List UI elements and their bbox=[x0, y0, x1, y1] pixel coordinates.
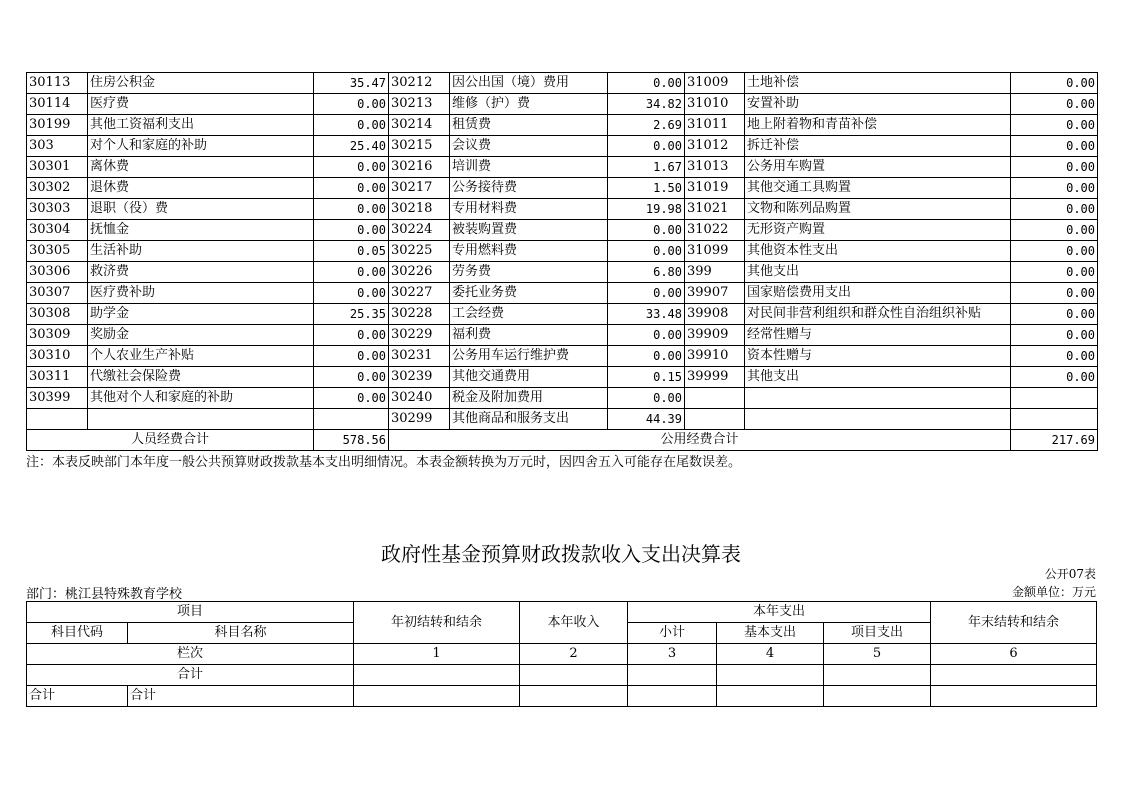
amount-3: 0.00 bbox=[1011, 367, 1098, 388]
code-2: 30229 bbox=[389, 325, 450, 346]
table-row bbox=[27, 304, 1098, 325]
table-row bbox=[27, 178, 1098, 199]
name-2: 福利费 bbox=[450, 325, 608, 346]
name-1 bbox=[88, 409, 314, 430]
code-2: 30240 bbox=[389, 388, 450, 409]
code-2: 30239 bbox=[389, 367, 450, 388]
amount-2: 0.00 bbox=[608, 73, 685, 94]
header-subtotal: 小计 bbox=[628, 623, 717, 644]
last-row-code: 合计 bbox=[27, 686, 128, 707]
name-3 bbox=[745, 409, 1011, 430]
amount-3: 0.00 bbox=[1011, 136, 1098, 157]
amount-2: 1.67 bbox=[608, 157, 685, 178]
code-3: 31013 bbox=[685, 157, 745, 178]
last-row bbox=[27, 686, 1097, 707]
amount-1: 0.00 bbox=[314, 283, 389, 304]
code-3: 399 bbox=[685, 262, 745, 283]
column-3: 3 bbox=[628, 644, 717, 665]
amount-2: 0.15 bbox=[608, 367, 685, 388]
empty-cell bbox=[824, 665, 931, 686]
amount-unit-label: 金额单位：万元 bbox=[1011, 585, 1096, 599]
name-1: 退休费 bbox=[88, 178, 314, 199]
fund-table bbox=[26, 601, 1097, 707]
expense-rows bbox=[27, 73, 1098, 430]
department-label: 部门：桃江县特殊教育学校 bbox=[26, 587, 183, 602]
code-2: 30231 bbox=[389, 346, 450, 367]
code-1: 30303 bbox=[27, 199, 88, 220]
name-2: 委托业务费 bbox=[450, 283, 608, 304]
code-3: 39907 bbox=[685, 283, 745, 304]
table-row bbox=[27, 367, 1098, 388]
amount-1 bbox=[314, 409, 389, 430]
amount-3: 0.00 bbox=[1011, 157, 1098, 178]
amount-3: 0.00 bbox=[1011, 115, 1098, 136]
code-2: 30227 bbox=[389, 283, 450, 304]
amount-3: 0.00 bbox=[1011, 325, 1098, 346]
code-1: 30114 bbox=[27, 94, 88, 115]
header-closing: 年末结转和结余 bbox=[931, 602, 1097, 644]
empty-cell bbox=[931, 686, 1097, 707]
empty-cell bbox=[931, 665, 1097, 686]
header-basic: 基本支出 bbox=[717, 623, 824, 644]
amount-2: 6.80 bbox=[608, 262, 685, 283]
code-3: 31019 bbox=[685, 178, 745, 199]
amount-2: 0.00 bbox=[608, 325, 685, 346]
name-2: 其他商品和服务支出 bbox=[450, 409, 608, 430]
name-2: 劳务费 bbox=[450, 262, 608, 283]
amount-1: 0.00 bbox=[314, 157, 389, 178]
code-3: 39908 bbox=[685, 304, 745, 325]
table-row bbox=[27, 94, 1098, 115]
public-total-label: 公用经费合计 bbox=[389, 430, 1011, 451]
table-note: 注：本表反映部门本年度一般公共预算财政拨款基本支出明细情况。本表金额转换为万元时，因四舍五入可能存在尾数误差。 bbox=[26, 455, 742, 470]
amount-3: 0.00 bbox=[1011, 178, 1098, 199]
amount-2: 0.00 bbox=[608, 388, 685, 409]
name-3: 无形资产购置 bbox=[745, 220, 1011, 241]
name-3: 拆迁补偿 bbox=[745, 136, 1011, 157]
amount-3: 0.00 bbox=[1011, 94, 1098, 115]
code-2: 30215 bbox=[389, 136, 450, 157]
column-6: 6 bbox=[931, 644, 1097, 665]
code-3: 31099 bbox=[685, 241, 745, 262]
amount-1: 0.00 bbox=[314, 220, 389, 241]
amount-2: 19.98 bbox=[608, 199, 685, 220]
empty-cell bbox=[628, 686, 717, 707]
column-1: 1 bbox=[354, 644, 520, 665]
name-2: 会议费 bbox=[450, 136, 608, 157]
code-1: 30113 bbox=[27, 73, 88, 94]
name-2: 培训费 bbox=[450, 157, 608, 178]
code-2: 30228 bbox=[389, 304, 450, 325]
code-1: 303 bbox=[27, 136, 88, 157]
name-1: 奖励金 bbox=[88, 325, 314, 346]
amount-1: 0.00 bbox=[314, 262, 389, 283]
amount-2: 0.00 bbox=[608, 346, 685, 367]
table-row bbox=[27, 220, 1098, 241]
expense-detail-table bbox=[26, 72, 1098, 451]
name-1: 救济费 bbox=[88, 262, 314, 283]
code-1: 30309 bbox=[27, 325, 88, 346]
empty-cell bbox=[520, 686, 628, 707]
empty-cell bbox=[354, 686, 520, 707]
header-item: 项目 bbox=[27, 602, 354, 623]
name-3: 公务用车购置 bbox=[745, 157, 1011, 178]
amount-3: 0.00 bbox=[1011, 262, 1098, 283]
code-1: 30302 bbox=[27, 178, 88, 199]
empty-cell bbox=[354, 665, 520, 686]
name-2: 公务接待费 bbox=[450, 178, 608, 199]
name-2: 租赁费 bbox=[450, 115, 608, 136]
amount-3 bbox=[1011, 388, 1098, 409]
table-row bbox=[27, 241, 1098, 262]
name-2: 公务用车运行维护费 bbox=[450, 346, 608, 367]
amount-2: 44.39 bbox=[608, 409, 685, 430]
name-3: 对民间非营利组织和群众性自治组织补贴 bbox=[745, 304, 1011, 325]
name-2: 专用材料费 bbox=[450, 199, 608, 220]
header-opening: 年初结转和结余 bbox=[354, 602, 520, 644]
amount-1: 25.40 bbox=[314, 136, 389, 157]
name-3: 其他资本性支出 bbox=[745, 241, 1011, 262]
table-row bbox=[27, 409, 1098, 430]
code-3: 31011 bbox=[685, 115, 745, 136]
name-1: 助学金 bbox=[88, 304, 314, 325]
name-3: 其他支出 bbox=[745, 367, 1011, 388]
empty-cell bbox=[717, 665, 824, 686]
amount-1: 0.00 bbox=[314, 115, 389, 136]
empty-cell bbox=[717, 686, 824, 707]
code-3: 39999 bbox=[685, 367, 745, 388]
code-3: 39910 bbox=[685, 346, 745, 367]
table-row bbox=[27, 325, 1098, 346]
code-2: 30299 bbox=[389, 409, 450, 430]
amount-1: 25.35 bbox=[314, 304, 389, 325]
table-row bbox=[27, 388, 1098, 409]
code-1: 30306 bbox=[27, 262, 88, 283]
amount-3 bbox=[1011, 409, 1098, 430]
table-row bbox=[27, 157, 1098, 178]
name-3: 安置补助 bbox=[745, 94, 1011, 115]
amount-1: 0.00 bbox=[314, 199, 389, 220]
name-2: 被装购置费 bbox=[450, 220, 608, 241]
header-income: 本年收入 bbox=[520, 602, 628, 644]
personnel-total-value: 578.56 bbox=[314, 430, 389, 451]
name-1: 代缴社会保险费 bbox=[88, 367, 314, 388]
amount-1: 0.00 bbox=[314, 325, 389, 346]
name-1: 其他工资福利支出 bbox=[88, 115, 314, 136]
amount-2: 0.00 bbox=[608, 136, 685, 157]
name-1: 医疗费补助 bbox=[88, 283, 314, 304]
code-3 bbox=[685, 388, 745, 409]
code-1: 30301 bbox=[27, 157, 88, 178]
code-3: 31022 bbox=[685, 220, 745, 241]
amount-3: 0.00 bbox=[1011, 283, 1098, 304]
total-label: 合计 bbox=[27, 665, 354, 686]
name-3: 资本性赠与 bbox=[745, 346, 1011, 367]
name-2: 维修（护）费 bbox=[450, 94, 608, 115]
code-1 bbox=[27, 409, 88, 430]
amount-1: 0.05 bbox=[314, 241, 389, 262]
code-2: 30216 bbox=[389, 157, 450, 178]
code-1: 30305 bbox=[27, 241, 88, 262]
column-4: 4 bbox=[717, 644, 824, 665]
amount-3: 0.00 bbox=[1011, 304, 1098, 325]
name-1: 个人农业生产补贴 bbox=[88, 346, 314, 367]
totals-row bbox=[27, 430, 1098, 451]
code-3: 31021 bbox=[685, 199, 745, 220]
column-5: 5 bbox=[824, 644, 931, 665]
name-2: 税金及附加费用 bbox=[450, 388, 608, 409]
name-1: 医疗费 bbox=[88, 94, 314, 115]
amount-2: 34.82 bbox=[608, 94, 685, 115]
fund-header-row-1 bbox=[27, 602, 1097, 623]
empty-cell bbox=[824, 686, 931, 707]
amount-2: 0.00 bbox=[608, 241, 685, 262]
table-row bbox=[27, 136, 1098, 157]
table-row bbox=[27, 199, 1098, 220]
amount-3: 0.00 bbox=[1011, 346, 1098, 367]
amount-2: 0.00 bbox=[608, 283, 685, 304]
header-code: 科目代码 bbox=[27, 623, 128, 644]
name-1: 离休费 bbox=[88, 157, 314, 178]
form-number: 公开07表 bbox=[1044, 567, 1096, 581]
table-row bbox=[27, 262, 1098, 283]
amount-1: 0.00 bbox=[314, 94, 389, 115]
amount-1: 0.00 bbox=[314, 178, 389, 199]
code-2: 30212 bbox=[389, 73, 450, 94]
code-1: 30308 bbox=[27, 304, 88, 325]
code-2: 30217 bbox=[389, 178, 450, 199]
name-1: 抚恤金 bbox=[88, 220, 314, 241]
amount-3: 0.00 bbox=[1011, 241, 1098, 262]
code-2: 30214 bbox=[389, 115, 450, 136]
amount-2: 33.48 bbox=[608, 304, 685, 325]
code-2: 30225 bbox=[389, 241, 450, 262]
code-2: 30213 bbox=[389, 94, 450, 115]
name-2: 专用燃料费 bbox=[450, 241, 608, 262]
table-row bbox=[27, 73, 1098, 94]
name-3: 经常性赠与 bbox=[745, 325, 1011, 346]
column-number-row bbox=[27, 644, 1097, 665]
code-3: 31010 bbox=[685, 94, 745, 115]
amount-3: 0.00 bbox=[1011, 220, 1098, 241]
header-expense: 本年支出 bbox=[628, 602, 931, 623]
amount-2: 1.50 bbox=[608, 178, 685, 199]
amount-1: 35.47 bbox=[314, 73, 389, 94]
code-3: 39909 bbox=[685, 325, 745, 346]
name-3: 文物和陈列品购置 bbox=[745, 199, 1011, 220]
amount-3: 0.00 bbox=[1011, 73, 1098, 94]
name-1: 生活补助 bbox=[88, 241, 314, 262]
name-3: 其他支出 bbox=[745, 262, 1011, 283]
name-2: 工会经费 bbox=[450, 304, 608, 325]
code-3: 31012 bbox=[685, 136, 745, 157]
name-3: 地上附着物和青苗补偿 bbox=[745, 115, 1011, 136]
header-project: 项目支出 bbox=[824, 623, 931, 644]
name-2: 因公出国（境）费用 bbox=[450, 73, 608, 94]
amount-2: 0.00 bbox=[608, 220, 685, 241]
name-3: 国家赔偿费用支出 bbox=[745, 283, 1011, 304]
personnel-total-label: 人员经费合计 bbox=[27, 430, 314, 451]
public-total-value: 217.69 bbox=[1011, 430, 1098, 451]
name-1: 住房公积金 bbox=[88, 73, 314, 94]
code-1: 30311 bbox=[27, 367, 88, 388]
last-row-name: 合计 bbox=[128, 686, 354, 707]
table-row bbox=[27, 283, 1098, 304]
code-2: 30218 bbox=[389, 199, 450, 220]
code-1: 30399 bbox=[27, 388, 88, 409]
empty-cell bbox=[628, 665, 717, 686]
code-1: 30199 bbox=[27, 115, 88, 136]
amount-2: 2.69 bbox=[608, 115, 685, 136]
code-1: 30304 bbox=[27, 220, 88, 241]
total-row bbox=[27, 665, 1097, 686]
amount-1: 0.00 bbox=[314, 346, 389, 367]
name-3 bbox=[745, 388, 1011, 409]
column-label: 栏次 bbox=[27, 644, 354, 665]
header-name: 科目名称 bbox=[128, 623, 354, 644]
code-2: 30224 bbox=[389, 220, 450, 241]
table-row bbox=[27, 346, 1098, 367]
name-1: 对个人和家庭的补助 bbox=[88, 136, 314, 157]
code-1: 30307 bbox=[27, 283, 88, 304]
name-1: 其他对个人和家庭的补助 bbox=[88, 388, 314, 409]
amount-1: 0.00 bbox=[314, 367, 389, 388]
name-3: 其他交通工具购置 bbox=[745, 178, 1011, 199]
code-3: 31009 bbox=[685, 73, 745, 94]
column-2: 2 bbox=[520, 644, 628, 665]
amount-1: 0.00 bbox=[314, 388, 389, 409]
table-row bbox=[27, 115, 1098, 136]
code-3 bbox=[685, 409, 745, 430]
code-2: 30226 bbox=[389, 262, 450, 283]
fund-table-title: 政府性基金预算财政拨款收入支出决算表 bbox=[381, 542, 741, 566]
empty-cell bbox=[520, 665, 628, 686]
name-1: 退职（役）费 bbox=[88, 199, 314, 220]
name-3: 土地补偿 bbox=[745, 73, 1011, 94]
amount-3: 0.00 bbox=[1011, 199, 1098, 220]
name-2: 其他交通费用 bbox=[450, 367, 608, 388]
code-1: 30310 bbox=[27, 346, 88, 367]
